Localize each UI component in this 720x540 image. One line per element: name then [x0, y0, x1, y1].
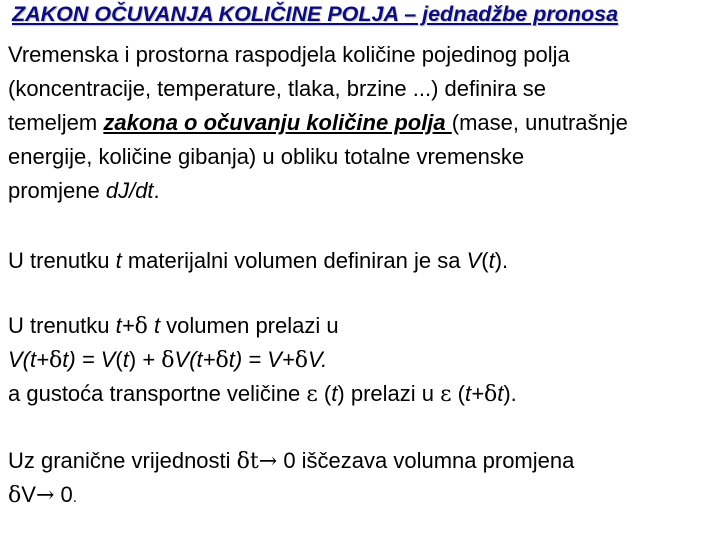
- text-span: (: [115, 347, 123, 372]
- math-var: V(t+: [174, 347, 216, 372]
- delta-symbol: δ: [483, 382, 498, 407]
- text-line: Vremenska i prostorna raspodjela količine pojedinog polja: [8, 42, 570, 67]
- text-span: 0 iščezava volumna promjena: [277, 448, 575, 473]
- text-span: temeljem: [8, 110, 104, 135]
- text-line: [8, 174, 628, 208]
- paragraph-definition: [8, 38, 628, 208]
- delta-symbol: δ: [48, 348, 63, 373]
- text-span: 0: [54, 482, 73, 507]
- paragraph-limit: [8, 444, 574, 512]
- text-span: (: [451, 381, 465, 406]
- delta-symbol: δ: [215, 348, 229, 373]
- paragraph-volume-change: [8, 309, 517, 411]
- text-span: U trenutku: [8, 313, 116, 338]
- text-line: [8, 106, 628, 140]
- delta-symbol: δ: [294, 348, 309, 373]
- text-span: ).: [494, 248, 509, 273]
- text-span: U trenutku: [8, 248, 116, 273]
- text-span: ) +: [128, 347, 162, 372]
- text-span: (mase, unutrašnje: [451, 110, 628, 135]
- math-var: V: [21, 482, 36, 507]
- math-var: V: [466, 248, 482, 273]
- math-var: t) = V+: [228, 347, 295, 372]
- epsilon-symbol: ε: [440, 382, 452, 407]
- math-var: t: [115, 248, 122, 273]
- math-var: t: [122, 347, 129, 372]
- math-var: t: [488, 248, 495, 273]
- law-emphasis: zakona o očuvanju količine polja: [103, 110, 452, 135]
- math-var: t: [249, 449, 259, 474]
- text-line: energije, količine gibanja) u obliku totalne vremenske: [8, 144, 525, 169]
- delta-symbol: δ: [161, 348, 175, 373]
- delta-symbol: δ: [236, 449, 250, 474]
- text-span: (: [317, 381, 332, 406]
- text-span: a gustoća transportne veličine: [8, 381, 307, 406]
- text-line: (koncentracije, temperature, tlaka, brzine ...) definira se: [8, 76, 547, 101]
- delta-symbol: δ: [8, 483, 22, 508]
- text-span: .: [72, 489, 77, 506]
- epsilon-symbol: ε: [306, 382, 318, 407]
- text-line: [8, 244, 508, 278]
- math-var: t+: [115, 313, 135, 338]
- text-line: [8, 478, 574, 512]
- math-var: t: [497, 381, 504, 406]
- text-span: Uz granične vrijednosti: [8, 448, 237, 473]
- math-var: t: [147, 313, 161, 338]
- text-span: volumen prelazi u: [160, 313, 339, 338]
- math-var: V: [100, 347, 116, 372]
- text-span: materijalni volumen definiran je sa: [121, 248, 467, 273]
- math-var: t: [331, 381, 338, 406]
- math-var: V(t+: [8, 347, 49, 372]
- math-var: t+: [464, 381, 484, 406]
- text-span: .: [153, 178, 160, 203]
- text-span: promjene: [8, 178, 106, 203]
- math-var: t) =: [62, 347, 101, 372]
- text-line: [8, 343, 517, 377]
- arrow-right-icon: →: [35, 483, 55, 508]
- derivative-expression: dJ/dt: [105, 178, 154, 203]
- text-span: ) prelazi u: [337, 381, 441, 406]
- text-line: [8, 377, 517, 411]
- text-line: [8, 309, 517, 343]
- text-span: (: [481, 248, 489, 273]
- paragraph-volume-definition: [8, 244, 508, 278]
- text-line: [8, 444, 574, 478]
- text-span: ).: [503, 381, 517, 406]
- delta-symbol: δ: [134, 314, 148, 339]
- arrow-right-icon: →: [258, 449, 278, 474]
- slide-title: ZAKON OČUVANJA KOLIČINE POLJA – jednadžbe pronosa: [12, 2, 619, 26]
- math-var: V.: [308, 347, 328, 372]
